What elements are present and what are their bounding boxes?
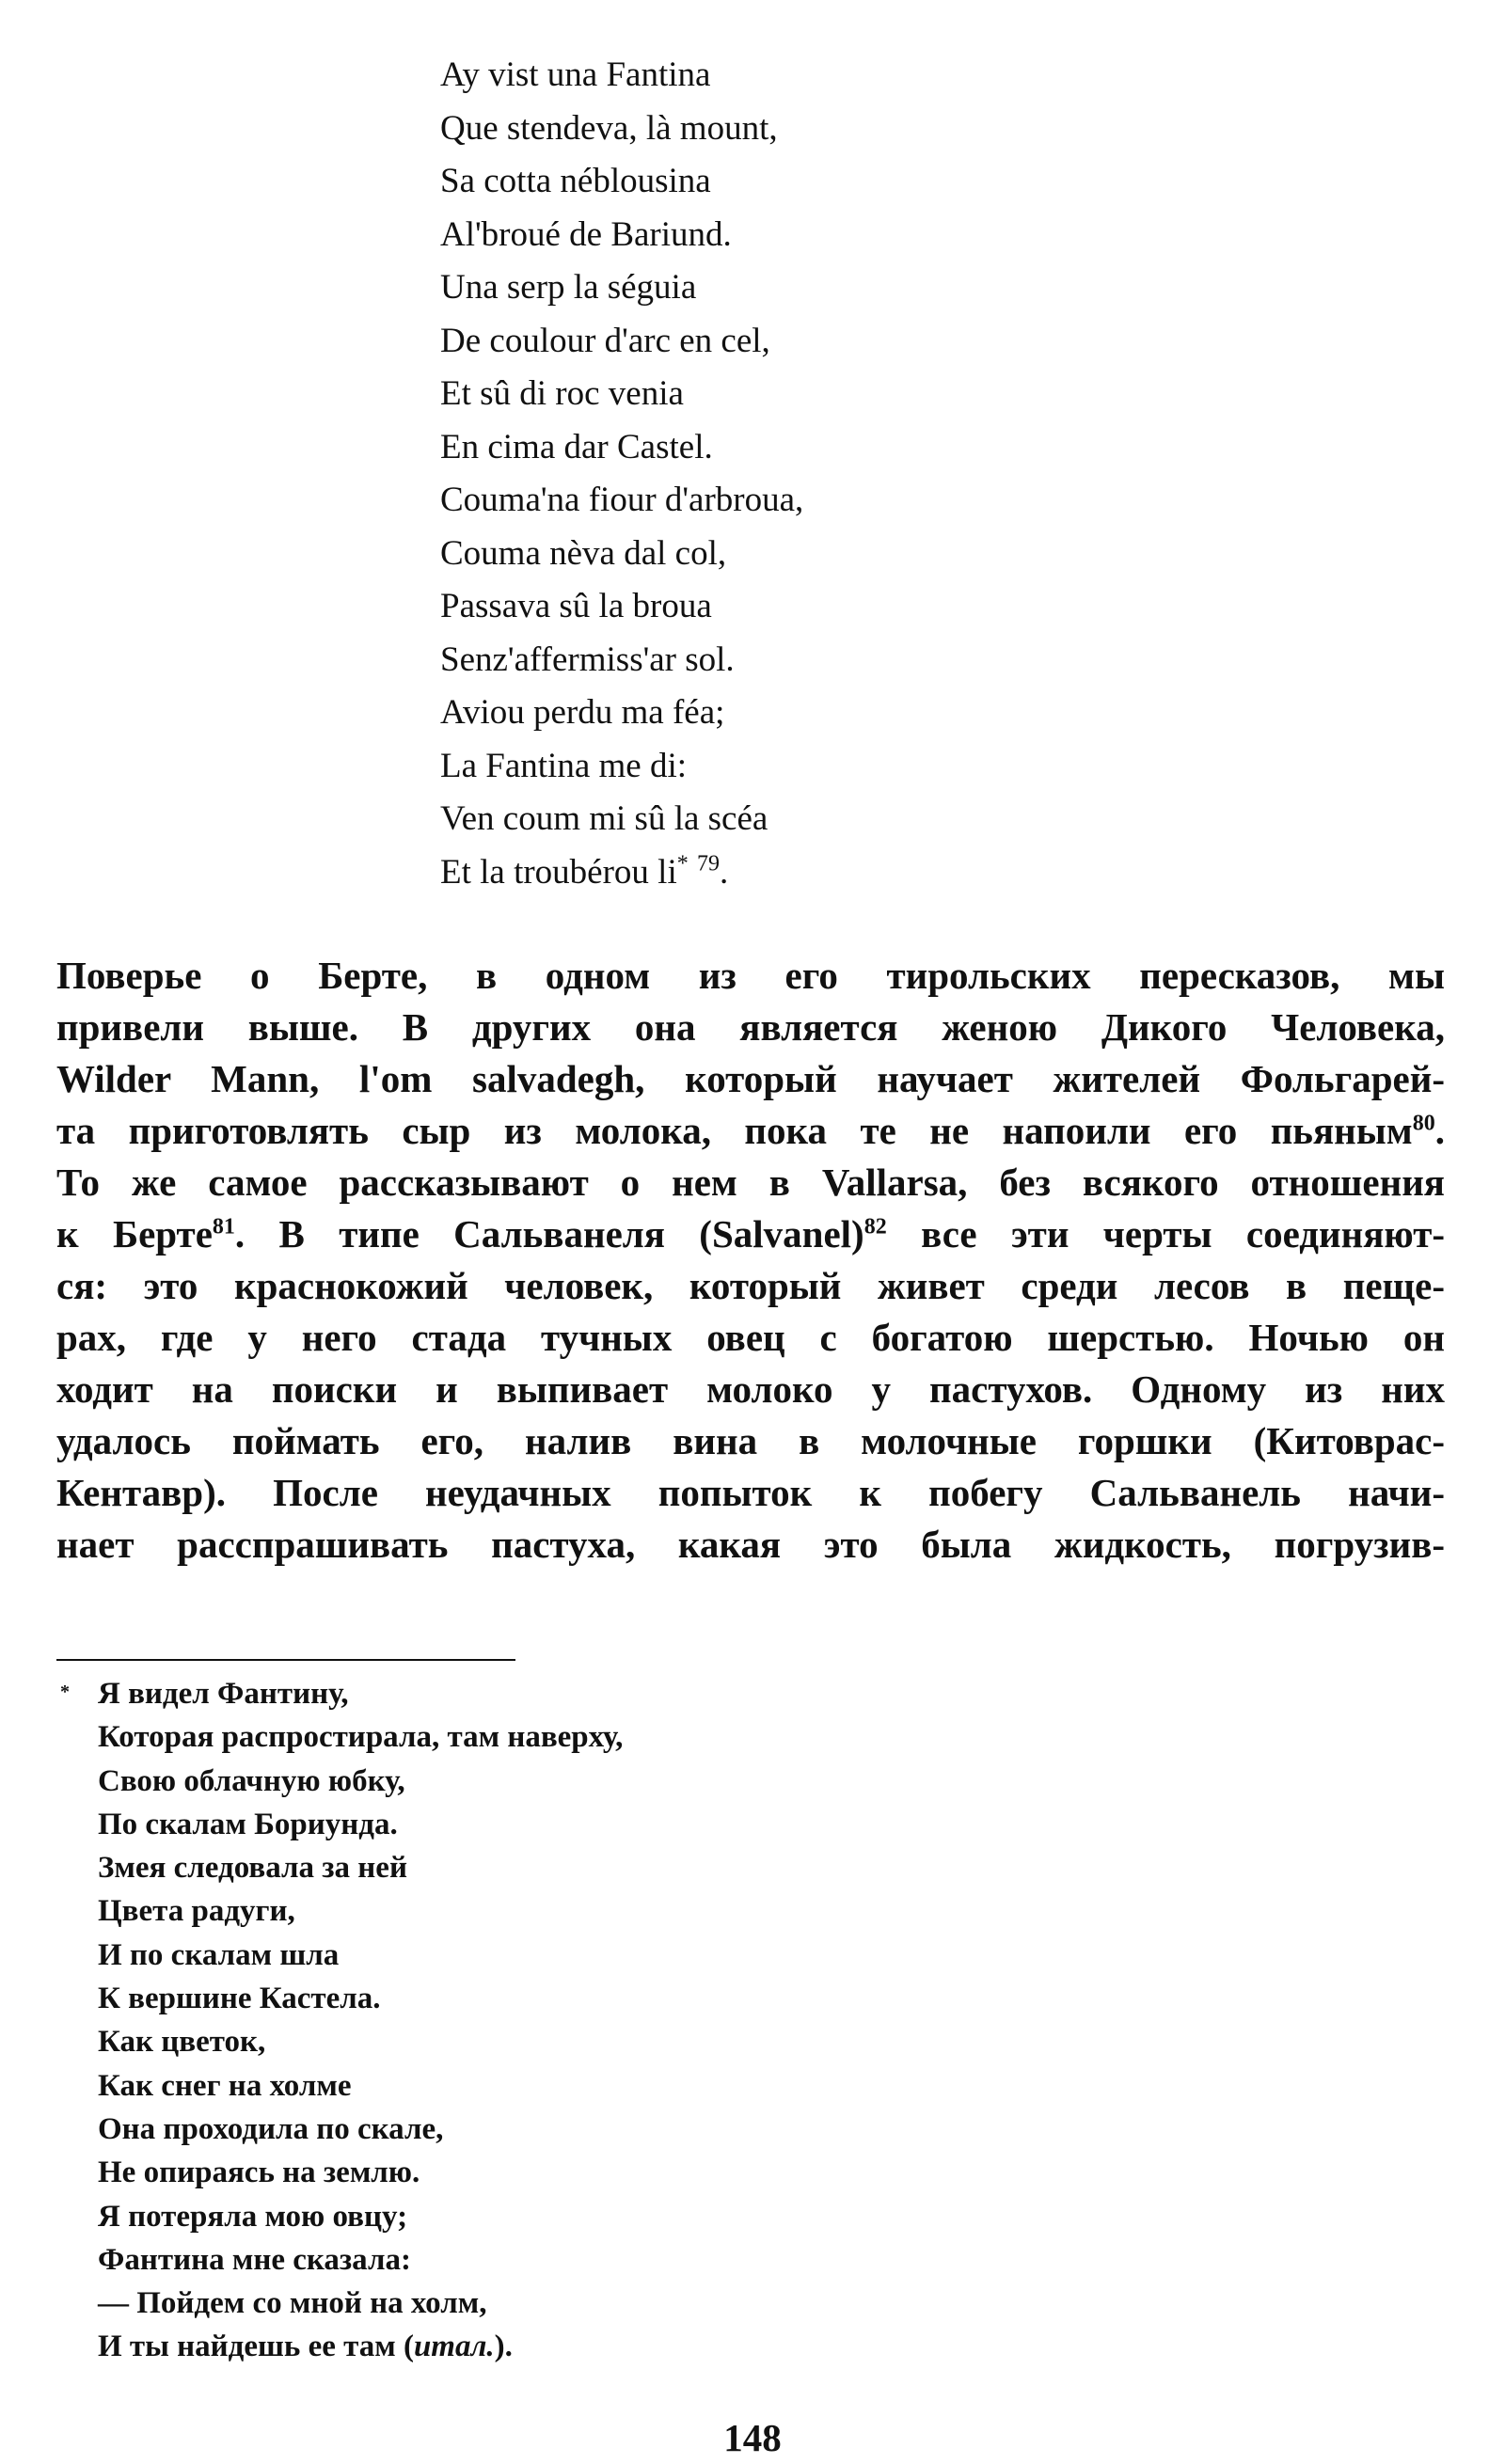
endnote-ref-80: 80: [1412, 1111, 1435, 1136]
verse-line: Sa cotta néblousina: [440, 162, 711, 200]
verse-last-line-end: .: [720, 852, 729, 892]
verse-last-line: [440, 846, 1099, 900]
body-line-text: все эти черты соединяют-: [886, 1212, 1445, 1256]
body-line: Поверье о Берте, в одном из его тирольских пересказов, мы: [56, 954, 1445, 997]
footnote-block: [56, 1672, 903, 2369]
footnote-last-line: [56, 2325, 903, 2368]
verse-last-line-text: Et la troubérou li: [440, 852, 677, 892]
footnote-marker: *: [60, 1682, 70, 1702]
verse-line: Ay vist una Fantina: [440, 55, 711, 94]
footnote-line: Не опираясь на землю.: [98, 2156, 420, 2190]
body-line: ходит на поиски и выпивает молоко у пастухов. Одному из них: [56, 1367, 1445, 1411]
body-line: ся: это краснокожий человек, который живет среди лесов в пеще-: [56, 1264, 1445, 1307]
verse-line: La Fantina me di:: [440, 746, 688, 785]
verse-line: De coulour d'arc en cel,: [440, 321, 770, 360]
footnote-line: Она проходила по скале,: [98, 2111, 444, 2146]
footnote-line: Цвета радуги,: [98, 1894, 295, 1929]
body-line: привели выше. В других она является женою Дикого Человека,: [56, 1005, 1445, 1049]
footnote-line: Свою облачную юбку,: [98, 1763, 405, 1798]
endnote-ref-82: 82: [863, 1214, 887, 1240]
language-abbreviation: итал.: [413, 2330, 495, 2364]
body-line: Wilder Mann, l'om salvadegh, который научает жителей Фольгарей-: [56, 1057, 1445, 1100]
verse-line: En cima dar Castel.: [440, 427, 713, 466]
verse-line: Senz'affermiss'ar sol.: [440, 640, 735, 679]
footnote-line: К вершине Кастела.: [98, 1982, 381, 2016]
body-paragraph: [56, 950, 1445, 1571]
verse-line: Una serp la séguia: [440, 268, 697, 307]
footnote-line-end: ).: [494, 2330, 513, 2364]
body-line-text: . В типе Сальванеля (Salvanel): [234, 1212, 864, 1256]
body-line-text: та приготовлять сыр из молока, пока те не напоили его пьяным: [56, 1109, 1413, 1152]
footnote-line: И по скалам шла: [98, 1937, 340, 1972]
body-line: [56, 1208, 1445, 1260]
footnote-line: Как снег на холме: [98, 2068, 352, 2103]
footnote-divider: [56, 1659, 515, 1661]
footnote-line: Змея следовала за ней: [98, 1851, 407, 1886]
footnote-line-text: Я видел Фантину,: [98, 1677, 349, 1711]
footnote-line: По скалам Бориунда.: [98, 1807, 398, 1841]
footnote-line: [56, 1672, 903, 1715]
endnote-ref-81: 81: [212, 1214, 235, 1240]
verse-line: Al'broué de Bariund.: [440, 214, 732, 254]
body-line: [56, 1105, 1445, 1157]
body-line-text: к Берте: [56, 1212, 213, 1256]
verse-line: Passava sû la broua: [440, 587, 712, 625]
body-line-end: .: [1434, 1109, 1445, 1152]
footnote-line: Как цветок,: [98, 2025, 266, 2060]
footnote-line: Я потеряла мою овцу;: [98, 2199, 408, 2234]
body-line: удалось поймать его, налив вина в молочные горшки (Китоврас-: [56, 1419, 1445, 1462]
verse-line: Ven coum mi sû la scéa: [440, 799, 768, 838]
endnote-ref-79: 79: [697, 851, 720, 877]
footnote-line: Фантина мне сказала:: [98, 2242, 411, 2277]
verse-line: Couma nèva dal col,: [440, 533, 727, 573]
verse-line: Et sû di roc venia: [440, 374, 684, 413]
body-line: Кентавр). После неудачных попыток к побегу Сальванель начи-: [56, 1471, 1445, 1514]
verse-line: Couma'na fiour d'arbroua,: [440, 481, 804, 519]
footnote-line: Которая распростирала, там наверху,: [98, 1720, 624, 1755]
verse-block: [440, 49, 1099, 899]
verse-line: Que stendeva, là mount,: [440, 108, 778, 148]
verse-line: Aviou perdu ma féa;: [440, 693, 725, 732]
page-number: 148: [723, 2416, 782, 2459]
body-line: рах, где у него стада тучных овец с богатою шерстью. Ночью он: [56, 1316, 1445, 1359]
footnote-line: — Пойдем со мной на холм,: [98, 2286, 487, 2321]
body-line: нает расспрашивать пастуха, какая это была жидкость, погрузив-: [56, 1523, 1445, 1566]
footnote-marker-ref: *: [676, 851, 689, 877]
footnote-line-text: И ты найдешь ее там (: [98, 2330, 414, 2364]
body-line: То же самое рассказывают о нем в Vallarsa, без всякого отношения: [56, 1161, 1445, 1204]
